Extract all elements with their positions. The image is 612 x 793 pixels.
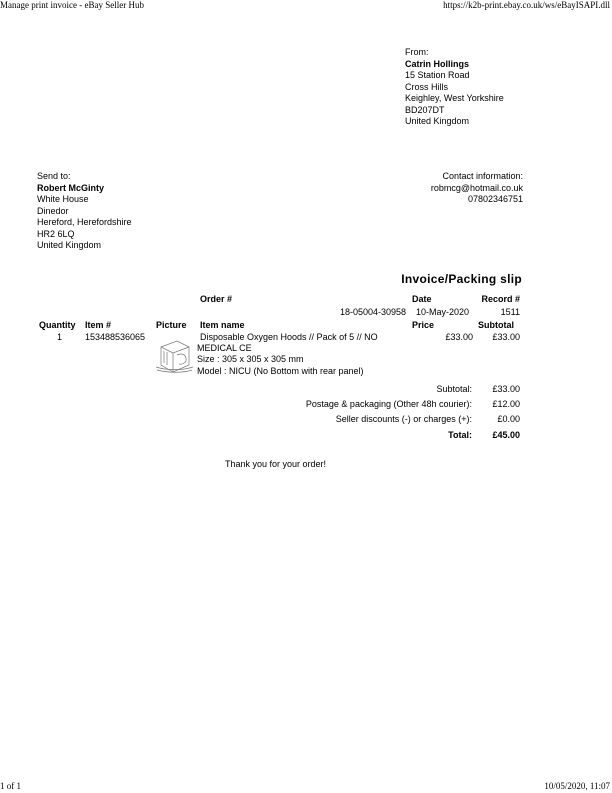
item-name: Disposable Oxygen Hoods // Pack of 5 // NO <box>200 332 378 342</box>
item-number-header: Item # <box>85 320 112 330</box>
contact-email: robmcg@hotmail.co.uk <box>430 182 523 193</box>
contact-label: Contact information: <box>442 171 523 181</box>
from-line: Keighley, West Yorkshire <box>405 93 504 103</box>
order-date: 10-May-2020 <box>416 307 470 317</box>
total-label: Total: <box>448 430 472 440</box>
record-number-header: Record # <box>481 294 520 304</box>
postage-value: £12.00 <box>492 399 520 409</box>
from-name: Catrin Hollings <box>405 58 470 69</box>
from-line: BD207DT <box>405 104 445 115</box>
item-name-header: Item name <box>200 320 245 330</box>
send-to-line: HR2 6LQ <box>37 228 75 239</box>
subtotal-label: Subtotal: <box>436 384 472 394</box>
send-to-line: Hereford, Herefordshire <box>37 217 132 227</box>
postage-label: Postage & packaging (Other 48h courier): <box>305 399 472 409</box>
product-image <box>153 337 195 377</box>
send-to-label: Send to: <box>37 171 71 181</box>
order-number-header: Order # <box>200 294 233 304</box>
send-to-address <box>37 171 132 252</box>
discount-value: £0.00 <box>497 414 520 424</box>
from-label: From: <box>405 47 429 57</box>
item-number: 153488536065 <box>85 332 146 342</box>
record-number: 1511 <box>500 307 520 317</box>
from-line: Cross Hills <box>405 81 449 92</box>
contact-info <box>431 171 523 206</box>
from-address <box>405 47 504 128</box>
quantity-header: Quantity <box>39 320 76 330</box>
order-number: 18-05004-30958 <box>339 307 406 317</box>
print-footer-page: 1 of 1 <box>0 781 21 791</box>
picture-header: Picture <box>156 320 187 330</box>
send-to-name: Robert McGinty <box>37 182 105 193</box>
from-line: 15 Station Road <box>405 70 470 80</box>
discount-label: Seller discounts (-) or charges (+): <box>335 414 472 424</box>
print-footer-datetime: 10/05/2020, 11:07 <box>544 781 610 791</box>
total-value: £45.00 <box>492 430 520 440</box>
send-to-line: White House <box>37 194 89 204</box>
item-price: £33.00 <box>445 332 473 342</box>
thank-you-message: Thank you for your order! <box>225 459 327 469</box>
subtotal-header: Subtotal <box>478 320 514 330</box>
date-header: Date <box>412 294 432 304</box>
price-header: Price <box>412 320 435 330</box>
invoice-title: Invoice/Packing slip <box>401 272 522 286</box>
item-size: Size : 305 x 305 x 305 mm <box>197 354 304 364</box>
send-to-line: Dinedor <box>37 205 69 216</box>
item-quantity: 1 <box>57 332 63 342</box>
item-subtotal: £33.00 <box>492 332 520 342</box>
from-line: United Kingdom <box>405 116 470 126</box>
item-model: Model : NICU (No Bottom with rear panel) <box>197 366 364 376</box>
contact-phone: 07802346751 <box>467 194 523 204</box>
print-header-url: https://k2b-print.ebay.co.uk/ws/eBayISAPI.dll <box>443 0 610 10</box>
send-to-line: United Kingdom <box>37 240 102 250</box>
subtotal-value: £33.00 <box>492 384 520 394</box>
print-header-title: Manage print invoice - eBay Seller Hub <box>0 0 144 10</box>
item-name-continued: MEDICAL CE <box>197 343 252 353</box>
